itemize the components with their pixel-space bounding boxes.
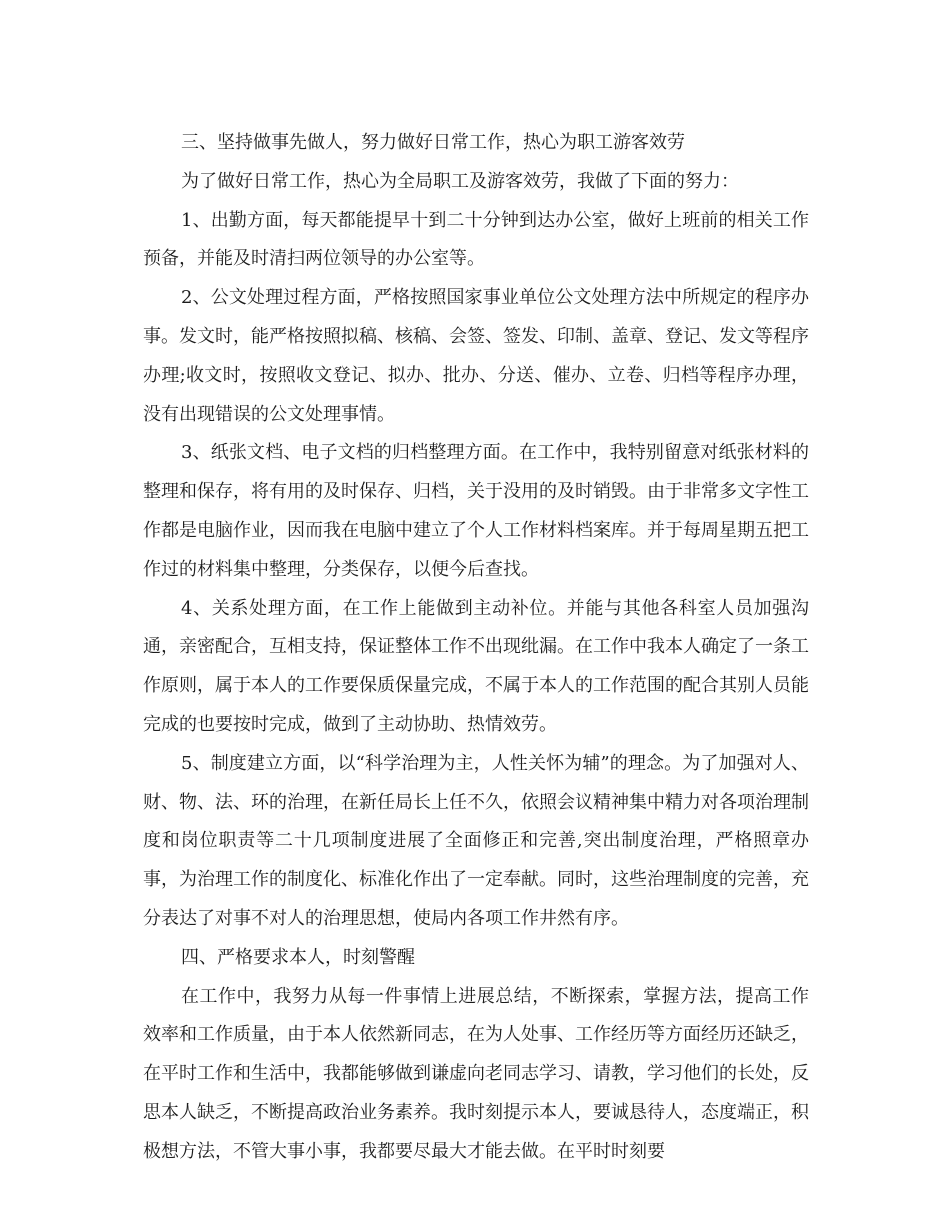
section-heading-4: 四、严格要求本人，时刻警醒 [181, 946, 415, 968]
item-document-processing: 2、公文处理过程方面，严格按照国家事业单位公文处理方法中所规定的程序办事。发文时，能严格按照拟稿、核稿、会签、签发、印制、盖章、登记、发文等程序办理;收文时，按照收文登记、拟办、批办、分送、催办、立卷、归档等程序办理，没有出现错误的公文处理事情。 [143, 287, 809, 425]
section-heading-3: 三、坚持做事先做人，努力做好日常工作，热心为职工游客效劳 [181, 132, 685, 153]
item-attendance: 1、出勤方面，每天都能提早十到二十分钟到达办公室，做好上班前的相关工作预备，并能及时清扫两位领导的办公室等。 [143, 209, 809, 270]
item-system-building: 5、制度建立方面，以“科学治理为主，人性关怀为辅”的理念。为了加强对人、财、物、法、环的治理，在新任局长上任不久，依照会议精神集中精力对各项治理制度和岗位职责等二十几项制度进展了全面修正和完善,突出制度治理，严格照章办事，为治理工作的制度化、标准化作出了一定奉献。同时，这些治理制度的完善，充分表达了对事不对人的治理思想，使局内各项工作井然有序。 [143, 752, 809, 929]
closing-paragraph: 在工作中，我努力从每一件事情上进展总结，不断探索，掌握方法，提高工作效率和工作质量，由于本人依然新同志，在为人处事、工作经历等方面经历还缺乏，在平时工作和生活中，我都能够做到谦虚向老同志学习、请教，学习他们的长处，反思本人缺乏，不断提高政治业务素养。我时刻提示本人，要诚恳待人，态度端正，积极想方法，不管大事小事，我都要尽最大才能去做。在平时时刻要 [143, 985, 809, 1162]
intro-paragraph: 为了做好日常工作，热心为全局职工及游客效劳，我做了下面的努力： [181, 170, 739, 192]
document-body [143, 124, 809, 1172]
item-relations: 4、关系处理方面，在工作上能做到主动补位。并能与其他各科室人员加强沟通，亲密配合，互相支持，保证整体工作不出现纰漏。在工作中我本人确定了一条工作原则，属于本人的工作要保质保量完成，不属于本人的工作范围的配合其别人员能完成的也要按时完成，做到了主动协助、热情效劳。 [143, 597, 809, 735]
item-archiving: 3、纸张文档、电子文档的归档整理方面。在工作中，我特别留意对纸张材料的整理和保存，将有用的及时保存、归档，关于没用的及时销毁。由于非常多文字性工作都是电脑作业，因而我在电脑中建立了个人工作材料档案库。并于每周星期五把工作过的材料集中整理，分类保存，以便今后查找。 [143, 442, 809, 580]
